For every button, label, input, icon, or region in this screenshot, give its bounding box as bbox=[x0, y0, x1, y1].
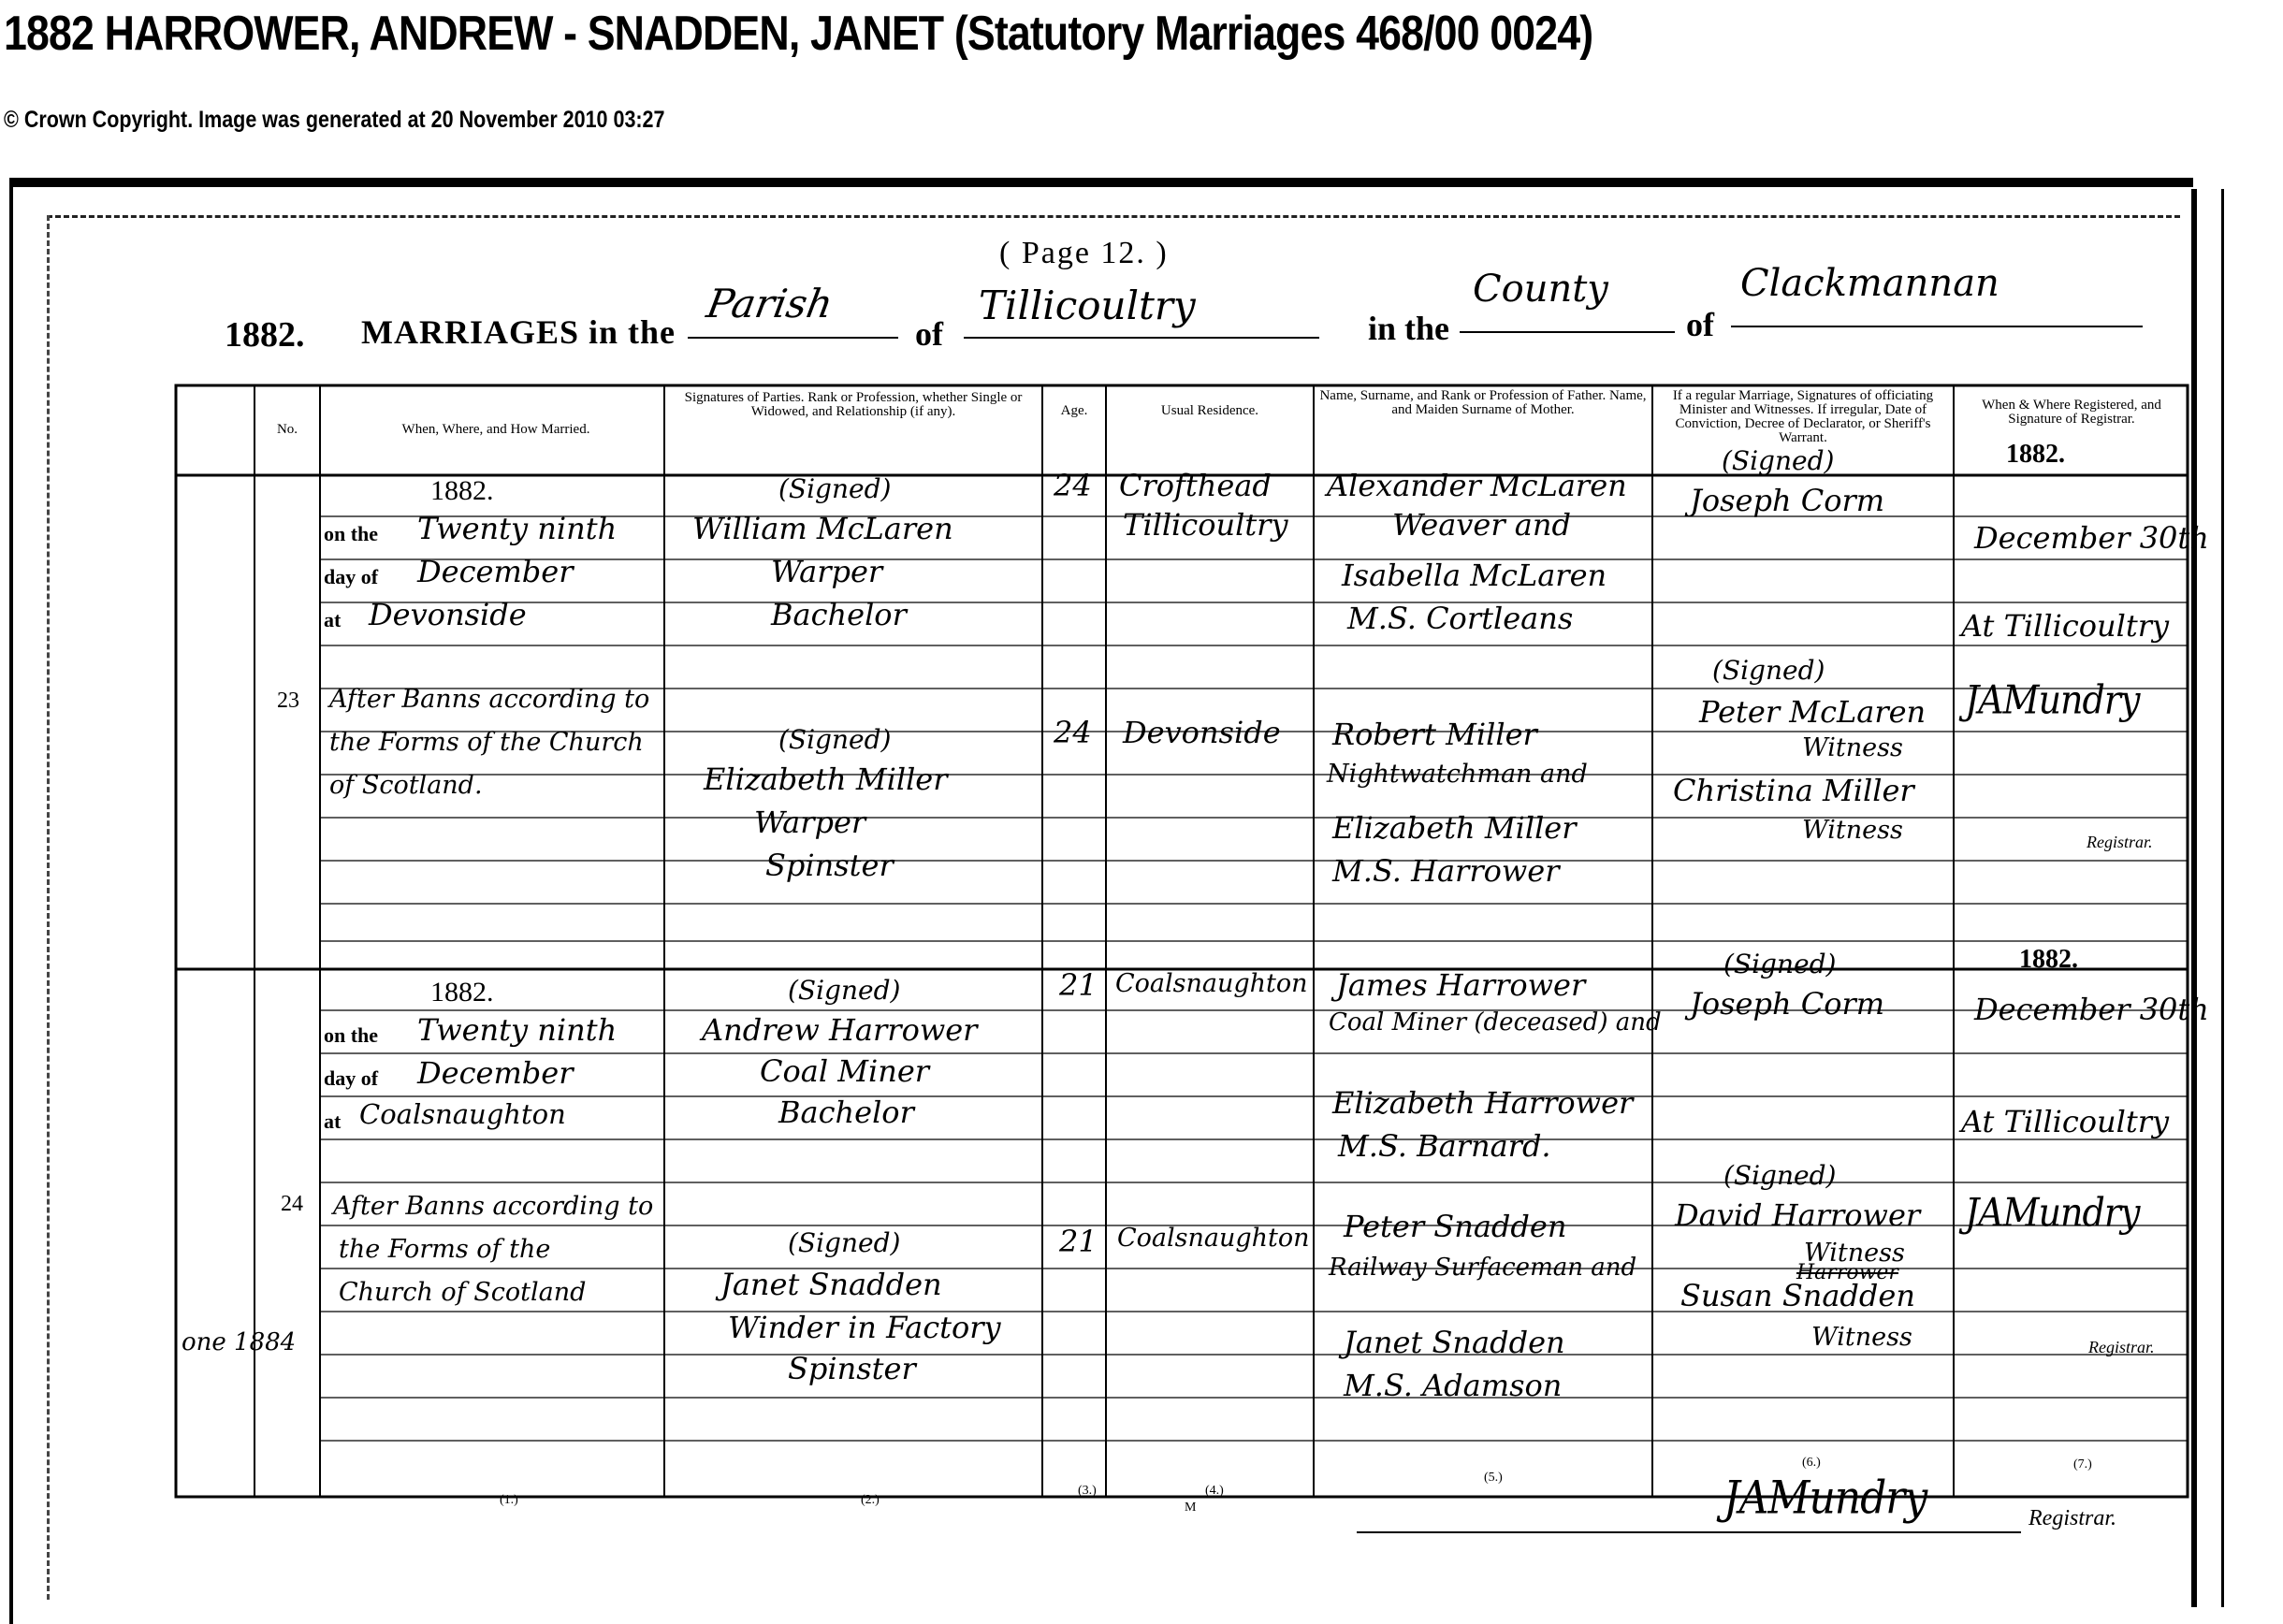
groom-residence: Crofthead bbox=[1119, 468, 1272, 503]
marriage-manner: After Banns according to bbox=[333, 1192, 654, 1221]
minister-name: Joseph Corm bbox=[1690, 483, 1885, 518]
groom-father-occupation: Weaver and bbox=[1392, 507, 1571, 543]
at-label: at bbox=[324, 608, 342, 631]
groom-occupation: Coal Miner bbox=[760, 1053, 930, 1089]
registration-date: December 30th bbox=[1974, 520, 2209, 556]
signed-label: (Signed) bbox=[1723, 949, 1837, 979]
witness-label: Witness bbox=[1804, 1239, 1905, 1268]
header-residence: Usual Residence. bbox=[1160, 403, 1259, 418]
marriage-month: December bbox=[417, 1055, 574, 1091]
registrar-signature: JAMundry bbox=[1965, 676, 2140, 723]
groom-mother: Isabella McLaren bbox=[1342, 558, 1607, 593]
signed-label: (Signed) bbox=[1723, 1160, 1837, 1191]
registration-year: 1882. bbox=[2019, 945, 2078, 974]
groom-name: William McLaren bbox=[692, 511, 953, 546]
page-number: ( Page 12. ) bbox=[999, 236, 1169, 270]
underline bbox=[1731, 326, 2143, 327]
column-number: (6.) bbox=[1802, 1456, 1821, 1470]
marriage-manner: the Forms of the Church bbox=[329, 728, 644, 757]
minister-name: Joseph Corm bbox=[1690, 986, 1885, 1022]
groom-status: Bachelor bbox=[778, 1095, 914, 1130]
header-officiant: If a regular Marriage, Signatures of officiating Minister and Witnesses. If irregular, Date of Conviction, Decree of Declarator, or Sheriff's Warrant. bbox=[1672, 388, 1934, 445]
entry-number: 23 bbox=[277, 689, 299, 713]
signed-label: (Signed) bbox=[788, 975, 901, 1006]
marriage-year: 1882. bbox=[430, 977, 494, 1008]
header-registered: When & Where Registered, and Signature of Registrar. bbox=[1982, 398, 2161, 427]
on-the-label: on the bbox=[324, 1023, 379, 1047]
marriage-manner: After Banns according to bbox=[329, 685, 650, 714]
bride-residence: Coalsnaughton bbox=[1117, 1224, 1310, 1253]
column-number: (5.) bbox=[1484, 1471, 1503, 1485]
county-type: County bbox=[1473, 268, 1608, 311]
day-of-label: day of bbox=[324, 565, 379, 588]
bride-occupation: Warper bbox=[754, 805, 866, 840]
dotted-top-edge bbox=[47, 215, 2180, 218]
registrar-label: Registrar. bbox=[2087, 833, 2153, 851]
registration-place: At Tillicoultry bbox=[1961, 1104, 2170, 1139]
bride-father: Peter Snadden bbox=[1344, 1209, 1567, 1244]
signed-label: (Signed) bbox=[1722, 445, 1835, 476]
bride-father-occupation: Nightwatchman and bbox=[1327, 760, 1588, 789]
signed-label: (Signed) bbox=[1712, 655, 1825, 686]
at-label: at bbox=[324, 1109, 342, 1133]
register-year: 1882. bbox=[225, 315, 305, 355]
groom-occupation: Warper bbox=[771, 554, 883, 589]
of-label-2: of bbox=[1686, 306, 1714, 343]
marriage-manner: the Forms of the bbox=[339, 1235, 551, 1264]
groom-mother-maiden: M.S. Barnard. bbox=[1338, 1128, 1551, 1164]
on-the-label: on the bbox=[324, 522, 379, 545]
witness-label: Witness bbox=[1811, 1323, 1912, 1352]
bride-status: Spinster bbox=[788, 1351, 916, 1386]
footer-registrar-signature: JAMundry bbox=[1723, 1472, 1927, 1525]
marriage-year: 1882. bbox=[430, 475, 494, 506]
entry-number: 24 bbox=[281, 1192, 303, 1216]
copyright-notice: © Crown Copyright. Image was generated at 20 November 2010 03:27 bbox=[4, 107, 665, 133]
groom-name: Andrew Harrower bbox=[702, 1012, 978, 1048]
bride-mother-maiden: M.S. Harrower bbox=[1332, 853, 1560, 889]
underline bbox=[964, 337, 1319, 339]
groom-status: Bachelor bbox=[771, 597, 907, 632]
column-number: M bbox=[1185, 1501, 1197, 1515]
bride-name: Elizabeth Miller bbox=[704, 761, 948, 797]
signed-label: (Signed) bbox=[778, 473, 892, 504]
groom-age: 21 bbox=[1059, 967, 1098, 1003]
groom-father-occupation: Coal Miner (deceased) and bbox=[1329, 1008, 1662, 1037]
column-number: (4.) bbox=[1205, 1484, 1224, 1498]
column-number: (1.) bbox=[500, 1493, 518, 1507]
footer-registrar-label: Registrar. bbox=[2029, 1506, 2117, 1530]
groom-residence: Tillicoultry bbox=[1123, 507, 1288, 543]
witness-name: David Harrower bbox=[1675, 1197, 1921, 1233]
bride-occupation: Winder in Factory bbox=[728, 1310, 1001, 1345]
groom-residence: Coalsnaughton bbox=[1115, 969, 1308, 998]
marriage-day: Twenty ninth bbox=[417, 1012, 618, 1048]
of-label: of bbox=[915, 315, 943, 353]
header-parents: Name, Surname, and Rank or Profession of Father. Name, and Maiden Surname of Mother. bbox=[1319, 388, 1647, 417]
bride-status: Spinster bbox=[765, 848, 894, 883]
bride-father: Robert Miller bbox=[1332, 717, 1537, 752]
bride-mother: Elizabeth Miller bbox=[1332, 810, 1577, 846]
register-title: MARRIAGES in the bbox=[361, 313, 676, 351]
registration-place: At Tillicoultry bbox=[1961, 608, 2170, 644]
groom-age: 24 bbox=[1054, 468, 1092, 503]
header-age: Age. bbox=[1060, 403, 1088, 418]
column-number: (2.) bbox=[861, 1493, 880, 1507]
parish-type: Parish bbox=[703, 281, 836, 326]
underline bbox=[688, 337, 898, 339]
underline bbox=[1460, 331, 1675, 333]
day-of-label: day of bbox=[324, 1066, 379, 1090]
document-title: 1882 HARROWER, ANDREW - SNADDEN, JANET (Statutory Marriages 468/00 0024) bbox=[4, 7, 1593, 61]
bride-name: Janet Snadden bbox=[720, 1267, 942, 1302]
groom-mother: Elizabeth Harrower bbox=[1332, 1085, 1634, 1121]
groom-father: James Harrower bbox=[1336, 967, 1586, 1003]
in-the-label: in the bbox=[1368, 310, 1450, 347]
witness-name: Susan Snadden bbox=[1680, 1278, 1915, 1313]
parish-name: Tillicoultry bbox=[979, 283, 1196, 328]
signed-label: (Signed) bbox=[788, 1227, 901, 1258]
dotted-left-edge bbox=[47, 215, 50, 1600]
signed-label: (Signed) bbox=[778, 724, 892, 755]
marriage-manner: Church of Scotland bbox=[339, 1278, 587, 1307]
bride-residence: Devonside bbox=[1123, 715, 1281, 750]
registrar-label: Registrar. bbox=[2088, 1338, 2155, 1356]
groom-father: Alexander McLaren bbox=[1327, 468, 1627, 503]
groom-mother-maiden: M.S. Cortleans bbox=[1347, 601, 1574, 636]
marriage-place: Coalsnaughton bbox=[359, 1098, 566, 1130]
bride-age: 21 bbox=[1059, 1224, 1098, 1259]
header-when-where: When, Where, and How Married. bbox=[401, 422, 590, 437]
witness-name: Peter McLaren bbox=[1699, 694, 1927, 730]
header-no: No. bbox=[276, 422, 298, 437]
witness-label: Witness bbox=[1802, 733, 1903, 762]
witness-name: Christina Miller bbox=[1673, 773, 1914, 808]
witness-struck-name: Harrower bbox=[1796, 1261, 1898, 1284]
registration-year: 1882. bbox=[2006, 440, 2065, 469]
marriage-month: December bbox=[417, 554, 574, 589]
header-signatures: Signatures of Parties. Rank or Profession, whether Single or Widowed, and Relationship (if any). bbox=[684, 390, 1023, 419]
marriage-manner: of Scotland. bbox=[329, 771, 483, 800]
margin-note: one 1884 bbox=[182, 1328, 297, 1356]
bride-mother-maiden: M.S. Adamson bbox=[1344, 1368, 1563, 1403]
bride-age: 24 bbox=[1054, 715, 1092, 750]
page-right-edge bbox=[2191, 189, 2283, 1607]
county-name: Clackmannan bbox=[1740, 262, 1999, 305]
column-number: (7.) bbox=[2073, 1457, 2092, 1472]
witness-label: Witness bbox=[1802, 816, 1903, 845]
column-number: (3.) bbox=[1078, 1484, 1097, 1498]
register-page bbox=[0, 168, 2283, 1607]
marriage-place: Devonside bbox=[369, 597, 527, 632]
registrar-signature: JAMundry bbox=[1965, 1189, 2140, 1236]
marriage-day: Twenty ninth bbox=[417, 511, 618, 546]
registration-date: December 30th bbox=[1974, 992, 2209, 1027]
bride-father-occupation: Railway Surfaceman and bbox=[1329, 1254, 1637, 1282]
bride-mother: Janet Snadden bbox=[1344, 1325, 1565, 1360]
